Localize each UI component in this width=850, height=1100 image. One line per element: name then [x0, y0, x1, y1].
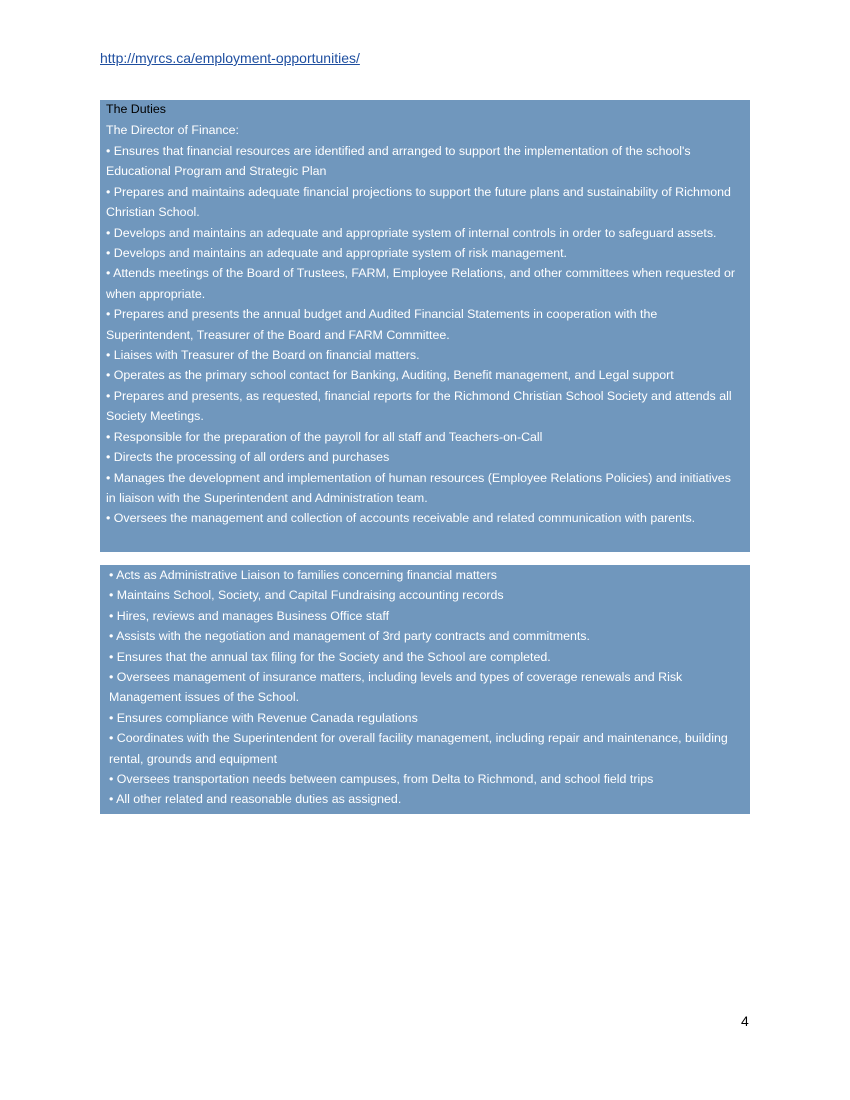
employment-opportunities-link[interactable]: http://myrcs.ca/employment-opportunities/ [100, 50, 360, 66]
list-item: • Maintains School, Society, and Capital Fundraising accounting records [109, 588, 504, 603]
list-item: • Acts as Administrative Liaison to families concerning financial matters [109, 568, 497, 582]
list-item: • Liaises with Treasurer of the Board on financial matters. [106, 348, 420, 363]
list-item: • All other related and reasonable duties as assigned. [109, 792, 402, 807]
list-item: • Operates as the primary school contact for Banking, Auditing, Benefit management, and Legal support [106, 368, 674, 383]
duties-continued-list [109, 565, 742, 810]
list-item: • Prepares and presents the annual budget and Audited Financial Statements in cooperation with the Superintendent, Treasurer of the Board and FARM Committee. [106, 307, 658, 342]
list-item: • Coordinates with the Superintendent for overall facility management, including repair and maintenance, building rental, grounds and equipment [109, 731, 728, 766]
list-item: • Ensures compliance with Revenue Canada regulations [109, 710, 418, 725]
list-item: • Responsible for the preparation of the payroll for all staff and Teachers-on-Call [106, 429, 543, 444]
list-item: • Attends meetings of the Board of Trustees, FARM, Employee Relations, and other committees when requested or when appropriate. [106, 266, 736, 301]
list-item: • Oversees the management and collection of accounts receivable and related communication with parents. [106, 511, 696, 526]
page-number: 4 [741, 1013, 749, 1029]
list-item: • Oversees transportation needs between campuses, from Delta to Richmond, and school field trips [109, 772, 654, 787]
list-item: • Oversees management of insurance matters, including levels and types of coverage renewals and Risk Management issues of the School. [109, 670, 683, 705]
list-item: • Prepares and presents, as requested, financial reports for the Richmond Christian School Society and attends all Society Meetings. [106, 388, 732, 424]
list-item: • Manages the development and implementation of human resources (Employee Relations Policies) and initiatives in liaison with the Superintendent and Administration team. [106, 470, 731, 505]
duties-continued-box [100, 565, 750, 814]
duties-box [100, 100, 750, 552]
duties-intro: The Director of Finance: [106, 123, 239, 137]
duties-list [106, 141, 742, 529]
list-item: • Assists with the negotiation and management of 3rd party contracts and commitments. [109, 629, 590, 644]
duties-heading: The Duties [106, 102, 166, 116]
list-item: • Develops and maintains an adequate and appropriate system of internal controls in order to safeguard assets. [106, 225, 717, 240]
list-item: • Develops and maintains an adequate and appropriate system of risk management. [106, 246, 567, 261]
list-item: • Prepares and maintains adequate financial projections to support the future plans and sustainability of Richmond Christian School. [106, 184, 731, 220]
list-item: • Hires, reviews and manages Business Office staff [109, 608, 390, 623]
list-item: • Ensures that financial resources are identified and arranged to support the implementation of the school's Educational Program and Strategic Plan [106, 144, 691, 179]
list-item: • Directs the processing of all orders and purchases [106, 450, 390, 465]
list-item: • Ensures that the annual tax filing for the Society and the School are completed. [109, 649, 551, 664]
